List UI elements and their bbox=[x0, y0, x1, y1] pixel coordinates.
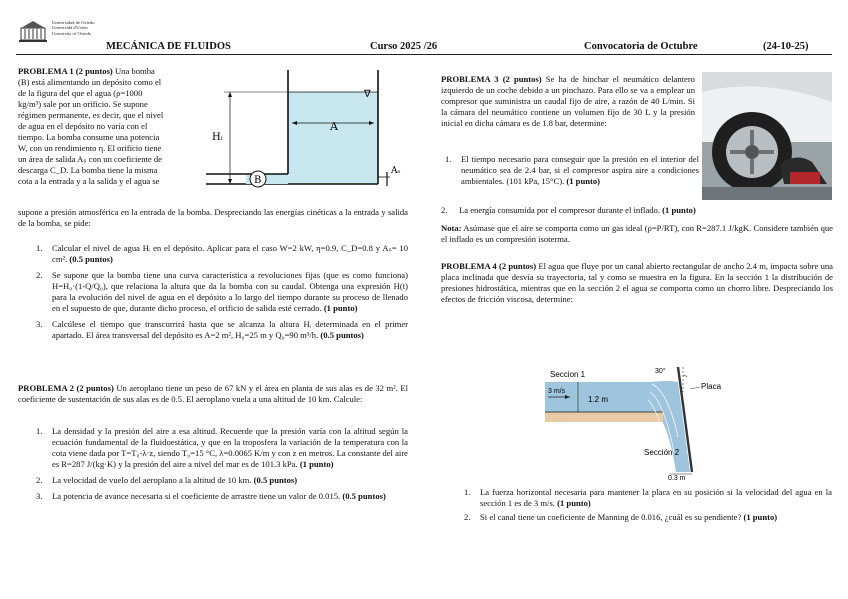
problem2-intro: PROBLEMA 2 (2 puntos) Un aeroplano tiene un peso de 67 kN y el área en planta de sus alas es de 32 m². El coeficiente de sustentación de sus alas es de 0.5. El aeroplano vuela a una altitud de 10 km. Calcule: bbox=[18, 383, 408, 404]
area-label: A bbox=[330, 120, 338, 133]
list-item: 2. La velocidad de vuelo del aeroplano a la altitud de 10 km. (0.5 puntos) bbox=[36, 475, 298, 485]
section1-label: Seccion 1 bbox=[550, 370, 586, 379]
height-label: Hᵢ bbox=[212, 132, 223, 143]
university-logo-icon bbox=[18, 18, 48, 44]
problem1-questions bbox=[32, 243, 408, 346]
car-tire-compressor-photo bbox=[702, 72, 832, 200]
problem1-title: PROBLEMA 1 (2 puntos) bbox=[18, 66, 113, 76]
list-item: 1. La densidad y la presión del aire a esa altitud. Recuerde que la presión varía con la altitud según la ecuación fundamental de la fluidoestática, y que en la troposfera la variación de la temperatura con la cota viene dada por T=T₀-λ·z, siendo T₀=15 °C, λ=0.0065 K/m y con z en metros. La constante del aire es R=287 J/(kg·K) y la presión del aire a nivel del mar es de 101.3 kPa. (1 punto) bbox=[36, 426, 408, 469]
section2-label: Sección 2 bbox=[644, 448, 680, 457]
header-divider bbox=[16, 54, 832, 55]
angle-label: 30° bbox=[655, 368, 666, 375]
list-item: 3. Calcúlese el tiempo que transcurrirá hasta que se alcanza la altura Hᵢ determinada en el primer apartado. El área transversal del depósito es A=2 m², H₀=25 m y Q₀=90 m³/h. (0.5 puntos) bbox=[36, 319, 408, 340]
problem3-note: Nota: Asúmase que el aire se comporta como un gas ideal (ρ=P/RT), con R=287.1 J/kgK. Considere también que el inflado es un compresión isoterma. bbox=[441, 223, 833, 244]
problem3-question-2: 2. La energía consumida por el compresor durante el inflado. (1 punto) bbox=[441, 205, 696, 215]
subject-title: MECÁNICA DE FLUIDOS bbox=[106, 41, 231, 52]
problem2-questions bbox=[32, 426, 408, 507]
problem4-questions bbox=[460, 487, 832, 528]
list-item: 3. La potencia de avance necesaria si el coeficiente de arrastre tiene un valor de 0.015. (0.5 puntos) bbox=[36, 491, 386, 501]
problem1-intro-tail: supone a presión atmosférica en la entrada de la bomba. Despreciando las energías cinéticas a la entrada y salida de la bomba, se pide: bbox=[18, 207, 408, 228]
problem3-title: PROBLEMA 3 (2 puntos) bbox=[441, 74, 542, 84]
pump-label: B bbox=[254, 175, 262, 186]
tank-figure bbox=[206, 62, 406, 202]
problem1-intro: PROBLEMA 1 (2 puntos) Una bomba (B) está alimentando un depósito como el de la figura del que el agua (ρ=1000 kg/m³) sale por un orificio. Se supone régimen permanente, es decir, que el nivel de agua en el depósito no varía con el tiempo. La bomba consume una potencia W, con un rendimiento η. El orificio tiene un área de salida Aₛ con un coeficiente de descarga C_D. La bomba tiene la misma cota a la entrada y a la salida y el agua se bbox=[18, 66, 164, 186]
problem4-intro: PROBLEMA 4 (2 puntos) El agua que fluye por un canal abierto rectangular de ancho 2.4 m, impacta sobre una placa inclinada que desvía su trayectoria, tal y como se muestra en la figura. En la sección 1 la distribución de presiones hidrostática, mientras que en la sección 2 el agua se comporta como un chorro libre. Despreciando los efectos de fricción viscosa, determine: bbox=[441, 261, 833, 304]
problem4-title: PROBLEMA 4 (2 puntos) bbox=[441, 261, 537, 271]
exam-date: (24-10-25) bbox=[763, 41, 809, 52]
depth-label: 1.2 m bbox=[588, 395, 609, 404]
problem3-intro: PROBLEMA 3 (2 puntos) Se ha de hinchar el neumático delantero izquierdo de un coche debido a un pinchazo. Para ello se va a emplear un compresor que suministra un caudal fijo de aire, a razón de 40 L/min. Si la cámara del neumático contiene un volumen fijo de 30 L y la presión inicial en dicha cámara es de 1.8 bar, determine: bbox=[441, 74, 695, 128]
exam-call-label: Convocatoria de Octubre bbox=[584, 41, 698, 52]
list-item: 2. Se supone que la bomba tiene una curva característica a revoluciones fijas (que es como funciona) H=H₀·(1-Q/Q₀), que relaciona la altura que da la bomba con su caudal. Obtenga una expresión H(t) para la evolución del nivel de agua en el depósito a lo largo del tiempo durante su proceso de llenado en el supuesto de que, durante dicho proceso, el orificio de salida esté cerrado. (1 punto) bbox=[36, 270, 408, 313]
jet-thickness-label: 0.3 m bbox=[668, 475, 686, 480]
plate-label: Placa bbox=[701, 382, 722, 391]
outlet-area-label: Aₛ bbox=[391, 166, 401, 176]
channel-plate-figure bbox=[540, 362, 730, 480]
course-label: Curso 2025 /26 bbox=[370, 41, 438, 52]
problem2-title: PROBLEMA 2 (2 puntos) bbox=[18, 383, 114, 393]
list-item: 1. Calcular el nivel de agua Hᵢ en el depósito. Aplicar para el caso W=2 kW, η=0.9, C_D=0.8 y Aₛ= 10 cm². (0.5 puntos) bbox=[36, 243, 408, 264]
free-surface-symbol: ∇ bbox=[364, 89, 371, 100]
problem3-questions bbox=[441, 154, 699, 187]
list-item: 1. El tiempo necesario para conseguir que la presión en el interior del neumático sea de 2.4 bar, si el compresor aspira aire a condiciones ambientales. (101 kPa, 15°C). (1 punto) bbox=[445, 154, 699, 186]
university-name: Universidad de Oviedo Universidá d'Uviéu University of Oviedo bbox=[52, 20, 95, 36]
list-item: 1. La fuerza horizontal necesaria para mantener la placa en su posición si la velocidad del agua en la sección 1 es de 3 m/s. (1 punto) bbox=[464, 487, 832, 508]
velocity-label: 3 m/s bbox=[548, 388, 566, 395]
list-item: 2. Si el canal tiene un coeficiente de Manning de 0.016, ¿cuál es su pendiente? (1 punto) bbox=[464, 512, 778, 522]
